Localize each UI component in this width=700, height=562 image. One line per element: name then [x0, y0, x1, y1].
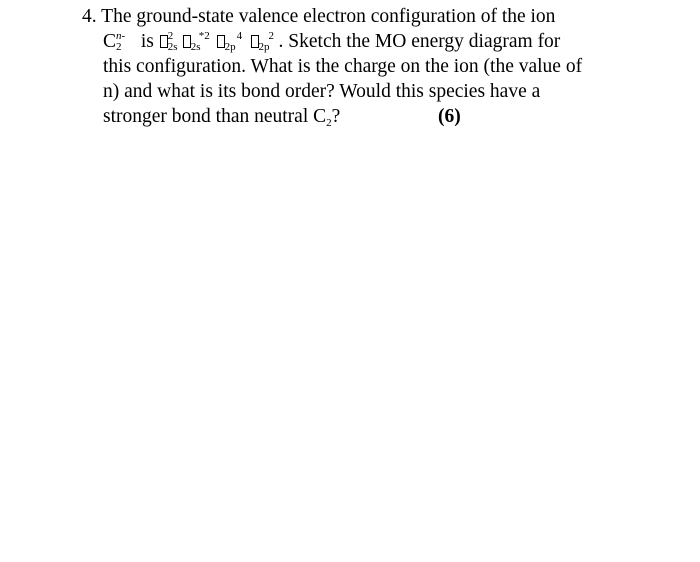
question-text-line-5: stronger bond than neutral C — [103, 106, 327, 127]
missing-glyph-icon — [183, 35, 191, 48]
orbital-label: 2p — [258, 41, 270, 53]
orbital-occupancy: *2 — [198, 30, 210, 42]
ion-symbol: C — [103, 31, 117, 52]
neutral-c2-subscript: 2 — [326, 117, 332, 129]
orbital-sigma-star-2s — [182, 31, 211, 52]
marks-value: (6) — [438, 106, 461, 127]
orbital-occupancy: 2 — [268, 30, 275, 42]
orbital-sigma-2s — [159, 31, 182, 52]
question-text-line-3: this configuration. What is the charge on the ion (the value of — [103, 56, 583, 77]
question-text-line-1: The ground-state valence electron configuration of the ion — [101, 6, 556, 27]
ion-charge: n- — [116, 30, 126, 42]
question-text-line-4: n) and what is its bond order? Would this species have a — [103, 81, 541, 102]
question-line-1 — [82, 4, 682, 29]
question-line-3 — [82, 54, 682, 79]
question-text-line-2-tail: . Sketch the MO energy diagram for — [278, 31, 561, 52]
missing-glyph-icon — [251, 35, 259, 48]
question-line-4 — [82, 79, 682, 104]
question-number: 4. — [82, 6, 97, 27]
missing-glyph-icon — [217, 35, 225, 48]
orbital-pi-2p — [216, 31, 245, 52]
is-word: is — [140, 31, 154, 52]
missing-glyph-icon — [160, 35, 168, 48]
orbital-label: 2p — [224, 41, 236, 53]
orbital-sigma-2p — [250, 31, 279, 52]
ion-subscript: 2 — [116, 41, 122, 53]
question-block — [82, 4, 682, 129]
orbital-label: 2s — [167, 41, 178, 53]
question-line-2 — [82, 29, 682, 54]
question-mark: ? — [331, 106, 341, 127]
orbital-occupancy: 2 — [167, 30, 174, 42]
orbital-occupancy: 4 — [236, 30, 243, 42]
ion-formula — [103, 31, 136, 52]
question-line-5 — [82, 104, 682, 129]
orbital-label: 2s — [190, 41, 201, 53]
